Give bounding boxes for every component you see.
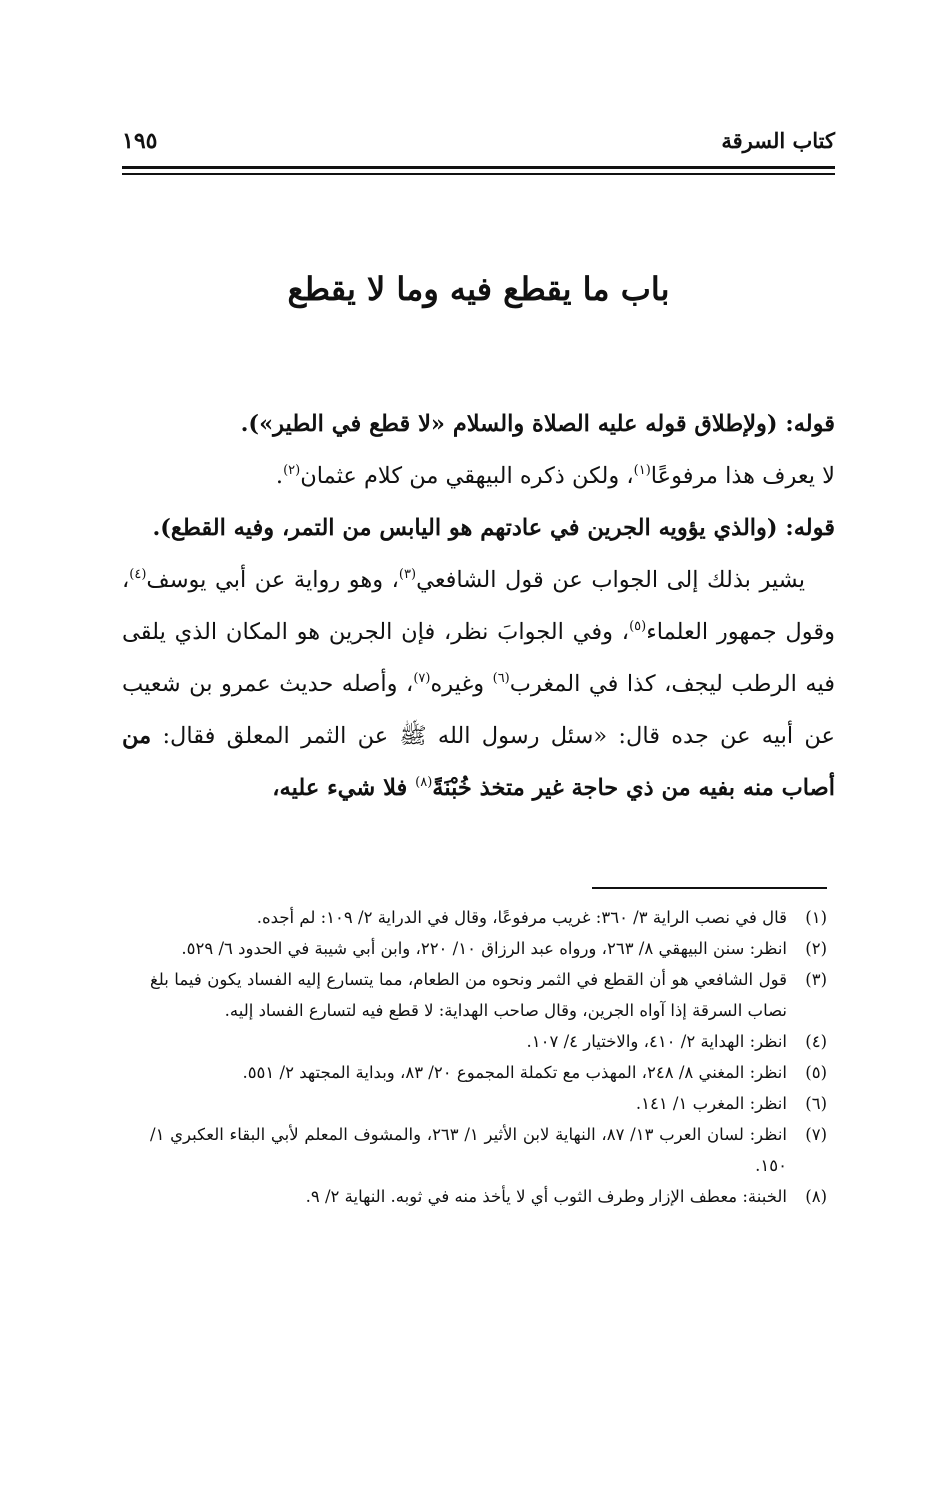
footnote-2 bbox=[150, 933, 827, 964]
footnote-ref-5[interactable]: (٥) bbox=[629, 619, 647, 634]
footnote-text: انظر: المغرب ١/ ١٤١. bbox=[635, 1094, 787, 1113]
footnote-text: قول الشافعي هو أن القطع في الثمر ونحوه من الطعام، مما يتسارع إليه الفساد يكون فيما بلغ نصاب السرقة إذا آواه الجرين، وقال صاحب الهداية: لا قطع فيه لتسارع الفساد إليه. bbox=[150, 970, 787, 1020]
paragraph-3: قوله: (والذي يؤويه الجرين في عادتهم هو اليابس من التمر، وفيه القطع). bbox=[152, 515, 835, 541]
footnote-3 bbox=[150, 964, 827, 1026]
footnote-text: قال في نصب الراية ٣/ ٣٦٠: غريب مرفوعًا، وقال في الدراية ٢/ ١٠٩: لم أجده. bbox=[256, 908, 787, 927]
page-number: ١٩٥ bbox=[122, 128, 158, 154]
footnote-7 bbox=[150, 1119, 827, 1181]
footnote-5 bbox=[150, 1057, 827, 1088]
footnote-ref-7[interactable]: (٧) bbox=[413, 671, 431, 686]
footnote-text: انظر: لسان العرب ١٣/ ٨٧، النهاية لابن الأثير ١/ ٢٦٣، والمشوف المعلم لأبي البقاء العكبري ١/ ١٥٠. bbox=[150, 1125, 787, 1175]
paragraph-1: قوله: (ولإطلاق قوله عليه الصلاة والسلام «لا قطع في الطير»). bbox=[240, 411, 835, 437]
footnote-ref-6[interactable]: (٦) bbox=[492, 671, 510, 686]
footnote-number: (٥) bbox=[805, 1063, 827, 1082]
footnote-number: (٧) bbox=[805, 1125, 827, 1144]
footnote-text: انظر: سنن البيهقي ٨/ ٢٦٣، ورواه عبد الرزاق ١٠/ ٢٢٠، وابن أبي شيبة في الحدود ٦/ ٥٢٩. bbox=[181, 939, 787, 958]
page-header bbox=[122, 128, 835, 158]
footnote-text: الخبنة: معطف الإزار وطرف الثوب أي لا يأخذ منه في ثوبه. النهاية ٢/ ٩. bbox=[305, 1187, 787, 1206]
footnote-1 bbox=[150, 902, 827, 933]
footnote-6 bbox=[150, 1088, 827, 1119]
header-rule-thin bbox=[122, 173, 835, 175]
p4-text-g: من أصاب منه بفيه من ذي حاجة غير متخذ خُبْنَةً bbox=[122, 723, 835, 801]
paragraph-4 bbox=[122, 554, 835, 814]
footnote-8 bbox=[150, 1181, 827, 1212]
header-rule-thick bbox=[122, 166, 835, 169]
footnote-number: (٢) bbox=[805, 939, 827, 958]
footnote-text: انظر: المغني ٨/ ٢٤٨، المهذب مع تكملة المجموع ٢٠/ ٨٣، وبداية المجتهد ٢/ ٥٥١. bbox=[242, 1063, 787, 1082]
p2-text-a: لا يعرف هذا مرفوعًا bbox=[650, 463, 835, 489]
footnote-text: انظر: الهداية ٢/ ٤١٠، والاختيار ٤/ ١٠٧. bbox=[526, 1032, 787, 1051]
footnote-ref-8[interactable]: (٨) bbox=[415, 775, 433, 790]
footnote-number: (١) bbox=[805, 908, 827, 927]
p4-text-c: ، وقول جمهور العلماء bbox=[122, 567, 835, 645]
footnote-ref-1[interactable]: (١) bbox=[633, 463, 651, 478]
footnote-number: (٤) bbox=[805, 1032, 827, 1051]
footnotes bbox=[150, 902, 827, 1212]
paragraph-2 bbox=[122, 450, 835, 502]
p4-text-f: ، وأصله حديث عمرو بن شعيب عن أبيه عن جده قال: «سئل رسول الله ﷺ عن الثمر المعلق فقال: bbox=[122, 671, 835, 749]
p2-text-c: . bbox=[275, 463, 284, 489]
p4-text-a: يشير بذلك إلى الجواب عن قول الشافعي bbox=[416, 567, 805, 593]
running-title: كتاب السرقة bbox=[721, 128, 835, 153]
footnote-ref-3[interactable]: (٣) bbox=[398, 567, 417, 582]
chapter-title: باب ما يقطع فيه وما لا يقطع bbox=[287, 270, 670, 308]
footnote-number: (٦) bbox=[805, 1094, 827, 1113]
main-text bbox=[122, 398, 835, 814]
footnote-4 bbox=[150, 1026, 827, 1057]
p4-text-d: ، وفي الجوابَ نظر، فإن الجرين هو المكان الذي يلقى فيه الرطب ليجف، كذا في المغرب bbox=[122, 619, 836, 697]
p4-text-b: ، وهو رواية عن أبي يوسف bbox=[146, 567, 399, 593]
footnote-number: (٨) bbox=[805, 1187, 827, 1206]
footnote-separator bbox=[592, 887, 827, 889]
p2-text-b: ، ولكن ذكره البيهقي من كلام عثمان bbox=[300, 463, 634, 489]
p4-text-h: فلا شيء عليه، bbox=[272, 775, 416, 801]
footnote-ref-2[interactable]: (٢) bbox=[283, 463, 301, 478]
footnote-ref-4[interactable]: (٤) bbox=[129, 567, 147, 582]
p4-text-e: وغيره bbox=[430, 671, 493, 697]
footnote-number: (٣) bbox=[805, 970, 827, 989]
